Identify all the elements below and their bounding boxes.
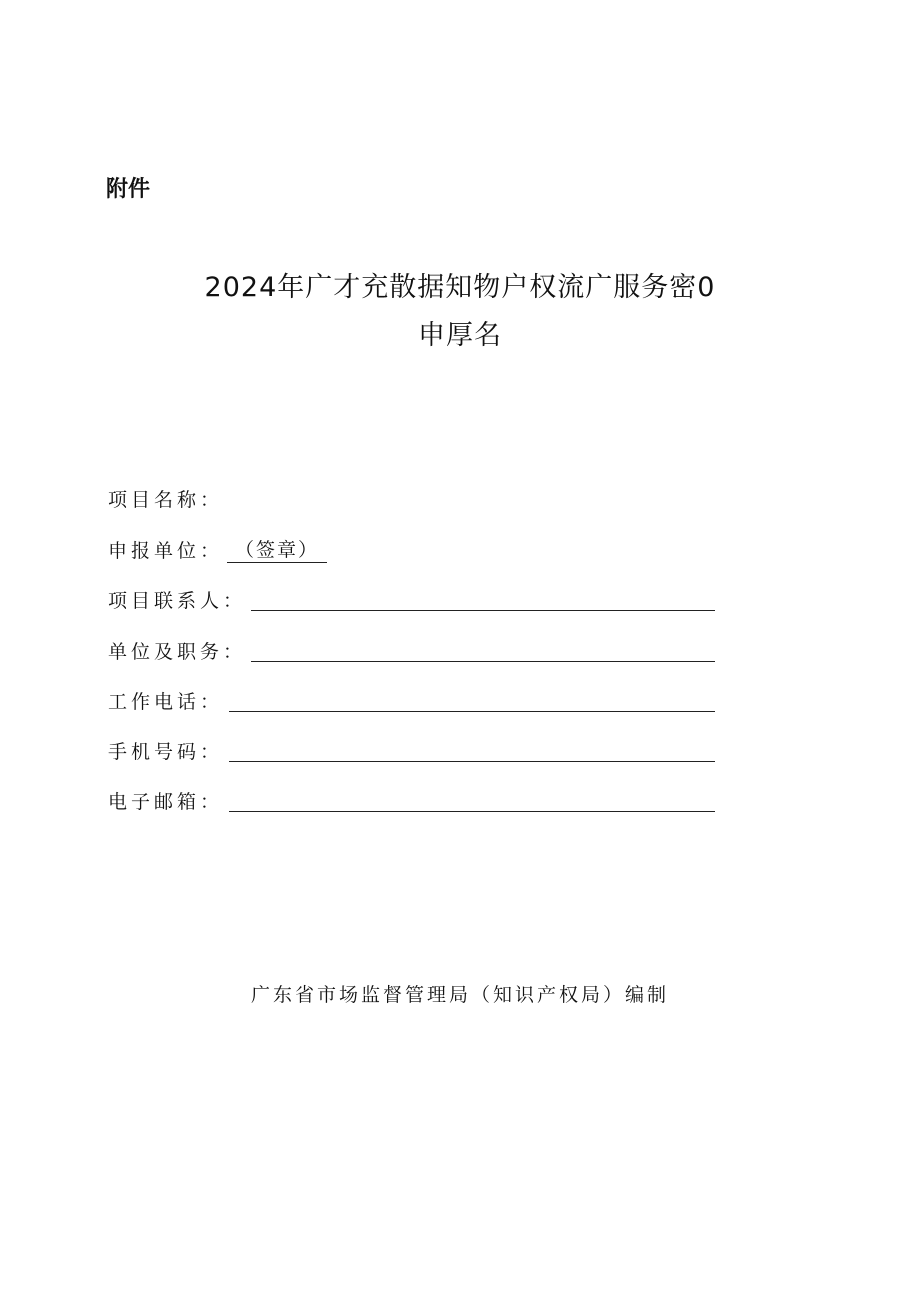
email-field (108, 786, 718, 814)
mobile-label: 手机号码： (108, 741, 224, 763)
applicant-field (108, 535, 327, 563)
project-name-label: 项目名称： (108, 489, 224, 511)
position-field (108, 636, 718, 664)
project-name-field (108, 484, 223, 512)
document-title-line1: 2024年广才充散据知物户权流广服务密0 (204, 272, 716, 303)
document-title-line2: 申厚名 (418, 320, 502, 351)
attachment-label: 附件 (106, 177, 151, 202)
contact-label: 项目联系人： (108, 590, 247, 612)
mobile-input-line[interactable] (229, 761, 715, 762)
work-phone-field (108, 686, 718, 714)
contact-input-line[interactable] (251, 610, 715, 611)
contact-field (108, 585, 718, 613)
work-phone-input-line[interactable] (229, 711, 715, 712)
email-label: 电子邮箱： (108, 791, 224, 813)
position-label: 单位及职务： (108, 641, 247, 663)
mobile-field (108, 736, 718, 764)
work-phone-label: 工作电话： (108, 691, 224, 713)
compiler-footer: 广东省市场监督管理局（知识产权局）编制 (250, 984, 669, 1006)
applicant-seal: （签章） (227, 538, 327, 563)
position-input-line[interactable] (251, 661, 715, 662)
applicant-label: 申报单位： (108, 540, 224, 562)
email-input-line[interactable] (229, 811, 715, 812)
